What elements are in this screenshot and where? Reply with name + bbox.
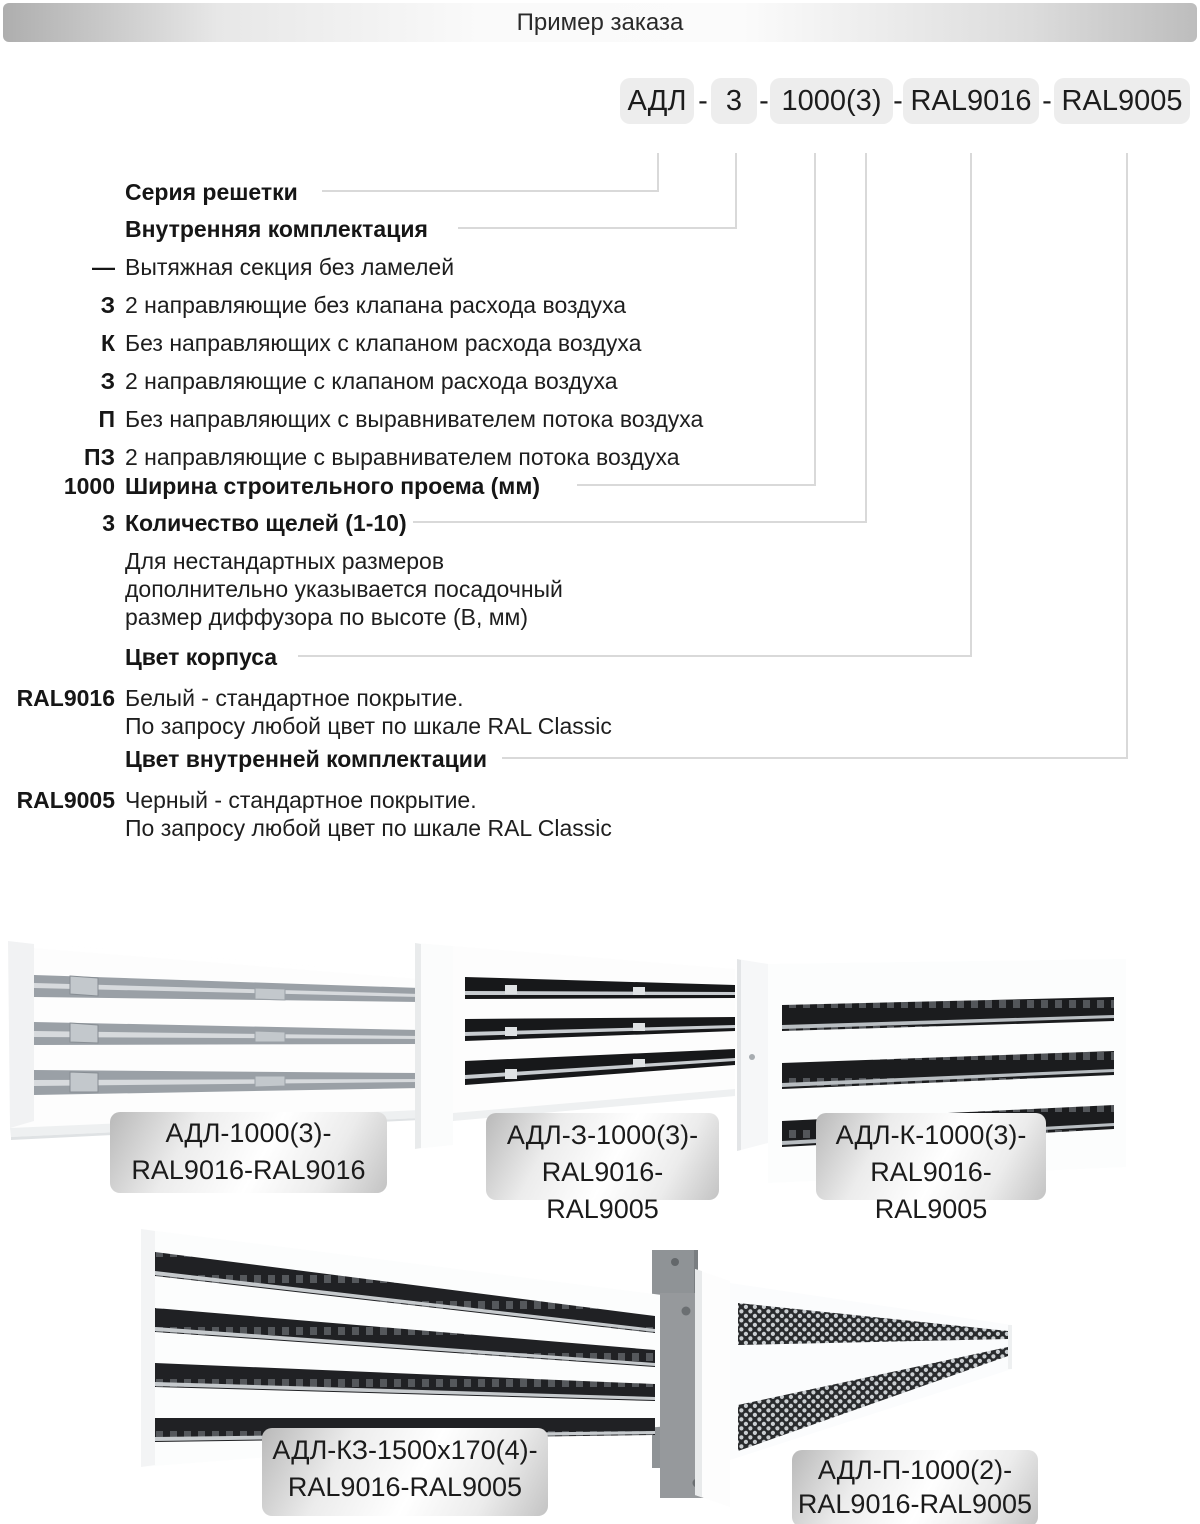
slots-text: Количество щелей (1-10) [125,510,407,536]
note-line: размер диффузора по высоте (В, мм) [125,604,529,630]
code-segment-size: 1000(3) [770,78,893,124]
nonstandard-size-note [125,547,563,631]
screw-icon [749,1054,755,1060]
legend-row-internal-color-header [0,745,1200,773]
config-item-row [0,329,1200,357]
product-label-badge [110,1112,387,1193]
code-separator: - [1042,85,1052,117]
code-separator: - [759,85,769,117]
body-color-line2: По запросу любой цвет по шкале RAL Classic [125,713,612,739]
config-item-code: З [100,292,115,318]
product-label-line2: RAL9016-RAL9005 [541,1157,664,1224]
product-label-line2: RAL9016-RAL9005 [870,1157,992,1224]
legend-row-width [0,472,1200,500]
legend-row-series [0,178,1200,206]
width-text: Ширина строительного проема (мм) [125,473,540,499]
internal-color-code: RAL9005 [16,787,115,813]
code-segment-series: АДЛ [620,78,694,124]
product-label-line2: RAL9016-RAL9005 [287,1472,523,1502]
config-item-text: 2 направляющие с выравнивателем потока воздуха [125,444,680,470]
internal-color-line1: Черный - стандартное покрытие. [125,787,477,813]
config-item-text: Без направляющих с клапаном расхода воздуха [125,330,642,356]
product-label-badge [262,1428,548,1516]
config-item-row [0,253,1200,281]
config-item-code: К [100,330,115,356]
grille-end-cap [1008,1325,1012,1369]
code-segment-config: 3 [711,78,757,124]
grille-left-edge [141,1229,155,1467]
config-item-text: 2 направляющие без клапана расхода воздуха [125,292,626,318]
code-separator: - [698,85,708,117]
front-flange-edge [695,1269,702,1497]
product-label-line1: АДЛ-1000(3)- [165,1118,332,1148]
config-item-row [0,405,1200,433]
code-separator: - [893,85,903,117]
product-label-line2: RAL9016-RAL9016 [131,1155,366,1185]
product-label-line2: RAL9016-RAL9005 [797,1489,1033,1519]
body-color-line1: Белый - стандартное покрытие. [125,685,464,711]
slots-code: 3 [102,510,115,536]
internal-color-header-label: Цвет внутренней комплектации [125,746,488,772]
note-line: дополнительно указывается посадочный [125,576,563,602]
grille-left-edge [8,941,34,1128]
product-label-line1: АДЛ-З-1000(3)- [506,1120,699,1150]
code-segment-internal-color: RAL9005 [1054,78,1190,124]
note-line: Для нестандартных размеров [125,548,445,574]
product-label-line1: АДЛ-К-1000(3)- [835,1120,1027,1150]
code-segment-body-color: RAL9016 [903,78,1039,124]
product-label-badge [486,1113,719,1224]
grille-left-frame-shade [737,959,741,1151]
config-item-code: П [98,406,115,432]
product-label-badge [792,1450,1038,1524]
config-item-row [0,291,1200,319]
legend-row-slots [0,509,1200,537]
legend-row-config-header [0,215,1200,243]
internal-color-line2: По запросу любой цвет по шкале RAL Classic [125,815,612,841]
config-item-text: Вытяжная секция без ламелей [125,254,455,280]
page-title: Пример заказа [3,3,1197,42]
config-item-row [0,367,1200,395]
product-label-line1: АДЛ-КЗ-1500х170(4)- [272,1435,538,1465]
config-item-text: 2 направляющие с клапаном расхода воздуха [125,368,618,394]
grille-left-frame-shade [415,943,421,1149]
config-item-text: Без направляющих с выравнивателем потока воздуха [125,406,704,432]
config-header-label: Внутренняя комплектация [125,216,428,242]
config-item-code: ПЗ [84,444,115,470]
internal-color-description [125,786,612,842]
product-label-line1: АДЛ-П-1000(2)- [817,1455,1013,1485]
width-code: 1000 [63,473,115,499]
body-color-code: RAL9016 [16,685,115,711]
config-item-code: — [92,254,115,280]
series-header-label: Серия решетки [125,179,298,205]
config-item-row [0,443,1200,471]
legend-row-body-color-header [0,643,1200,671]
product-label-badge [816,1113,1046,1224]
body-color-header-label: Цвет корпуса [125,644,278,670]
body-color-description [125,684,612,740]
config-item-code: З [100,368,115,394]
